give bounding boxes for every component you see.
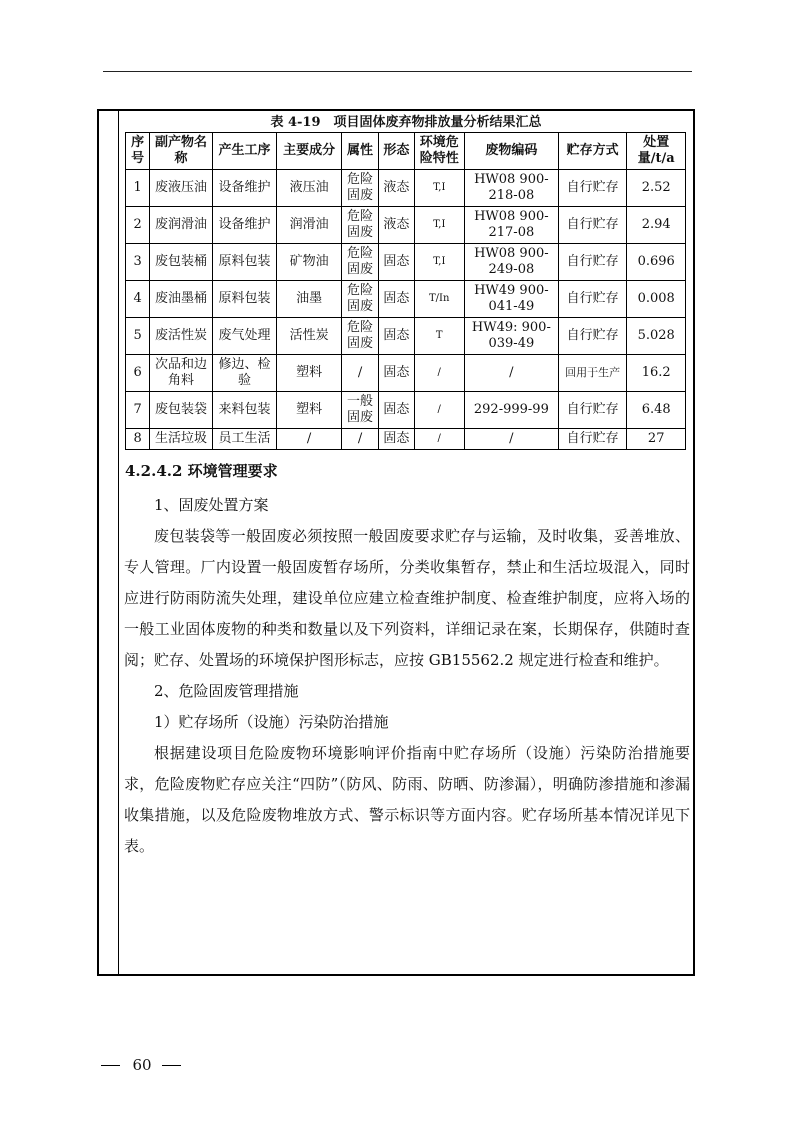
table-title: 表 4-19 项目固体废弃物排放量分析结果汇总: [270, 115, 542, 130]
cell-name: 生活垃圾: [150, 429, 213, 450]
cell-form: 固态: [379, 355, 414, 392]
cell-component: 液压油: [277, 170, 342, 207]
cell-no: 5: [126, 318, 150, 355]
cell-amount: 0.696: [627, 244, 686, 281]
cell-code: /: [464, 355, 558, 392]
cell-hazard: /: [414, 355, 464, 392]
cell-code: HW49 900-041-49: [464, 281, 558, 318]
waste-table: [125, 132, 686, 450]
cell-storage: 自行贮存: [558, 429, 627, 450]
cell-attr: 危险固废: [341, 244, 378, 281]
header-no: 序号: [126, 133, 150, 170]
cell-storage: 回用于生产: [558, 355, 627, 392]
cell-form: 液态: [379, 170, 414, 207]
footer-dash-right: [162, 1065, 181, 1066]
cell-name: 废活性炭: [150, 318, 213, 355]
header-code: 废物编码: [464, 133, 558, 170]
cell-component: 活性炭: [277, 318, 342, 355]
cell-attr: /: [341, 355, 378, 392]
cell-amount: 0.008: [627, 281, 686, 318]
header-rule: [103, 71, 692, 72]
table-row: [126, 170, 686, 207]
cell-storage: 自行贮存: [558, 170, 627, 207]
cell-amount: 6.48: [627, 392, 686, 429]
cell-attr: 危险固废: [341, 281, 378, 318]
cell-form: 液态: [379, 207, 414, 244]
cell-attr: 一般固废: [341, 392, 378, 429]
cell-process: 来料包装: [212, 392, 277, 429]
cell-form: 固态: [379, 429, 414, 450]
header-process: 产生工序: [212, 133, 277, 170]
page-number: 60: [132, 1056, 152, 1074]
cell-amount: 16.2: [627, 355, 686, 392]
cell-no: 4: [126, 281, 150, 318]
cell-name: 废润滑油: [150, 207, 213, 244]
cell-no: 2: [126, 207, 150, 244]
cell-storage: 自行贮存: [558, 318, 627, 355]
subheading-storage-facility: 1）贮存场所（设施）污染防治措施: [154, 713, 389, 731]
cell-name: 废包装袋: [150, 392, 213, 429]
cell-attr: /: [341, 429, 378, 450]
cell-storage: 自行贮存: [558, 244, 627, 281]
cell-form: 固态: [379, 281, 414, 318]
cell-hazard: T,I: [414, 244, 464, 281]
subheading-solid-waste-plan: 1、固废处置方案: [154, 496, 269, 514]
cell-hazard: T: [414, 318, 464, 355]
cell-hazard: T,I: [414, 170, 464, 207]
cell-name: 次品和边角料: [150, 355, 213, 392]
cell-attr: 危险固废: [341, 207, 378, 244]
table-row: [126, 392, 686, 429]
table-row: [126, 207, 686, 244]
cell-component: 润滑油: [277, 207, 342, 244]
cell-name: 废油墨桶: [150, 281, 213, 318]
cell-code: HW08 900-249-08: [464, 244, 558, 281]
cell-process: 废气处理: [212, 318, 277, 355]
cell-component: /: [277, 429, 342, 450]
cell-no: 6: [126, 355, 150, 392]
cell-process: 修边、检验: [212, 355, 277, 392]
cell-name: 废包装桶: [150, 244, 213, 281]
cell-process: 设备维护: [212, 207, 277, 244]
cell-no: 3: [126, 244, 150, 281]
table-row: [126, 281, 686, 318]
cell-storage: 自行贮存: [558, 207, 627, 244]
cell-code: HW08 900-218-08: [464, 170, 558, 207]
cell-form: 固态: [379, 244, 414, 281]
cell-process: 原料包装: [212, 244, 277, 281]
footer-dash-left: [101, 1065, 120, 1066]
cell-form: 固态: [379, 392, 414, 429]
cell-component: 矿物油: [277, 244, 342, 281]
section-title: 4.2.4.2 环境管理要求: [125, 462, 278, 480]
subheading-hazardous-waste: 2、危险固废管理措施: [154, 682, 299, 700]
cell-attr: 危险固废: [341, 170, 378, 207]
header-name: 副产物名称: [150, 133, 213, 170]
cell-component: 油墨: [277, 281, 342, 318]
frame-left-column-line: [118, 109, 119, 976]
cell-amount: 27: [627, 429, 686, 450]
cell-process: 原料包装: [212, 281, 277, 318]
cell-code: /: [464, 429, 558, 450]
cell-storage: 自行贮存: [558, 281, 627, 318]
cell-no: 8: [126, 429, 150, 450]
cell-amount: 2.94: [627, 207, 686, 244]
cell-code: 292-999-99: [464, 392, 558, 429]
header-amount: 处置量/t/a: [627, 133, 686, 170]
cell-name: 废液压油: [150, 170, 213, 207]
cell-hazard: /: [414, 429, 464, 450]
header-form: 形态: [379, 133, 414, 170]
cell-process: 员工生活: [212, 429, 277, 450]
cell-hazard: T/In: [414, 281, 464, 318]
header-component: 主要成分: [277, 133, 342, 170]
cell-component: 塑料: [277, 392, 342, 429]
header-hazard: 环境危险特性: [414, 133, 464, 170]
paragraph-storage-requirements: 根据建设项目危险废物环境影响评价指南中贮存场所（设施）污染防治措施要求，危险废物贮存应关注“四防”（防风、防雨、防晒、防渗漏），明确防渗措施和渗漏收集措施，以及危险废物堆放方式、警示标识等方面内容。贮存场所基本情况详见下表。: [124, 744, 690, 855]
cell-hazard: T,I: [414, 207, 464, 244]
table-header-row: [126, 133, 686, 170]
table-row: [126, 244, 686, 281]
header-attr: 属性: [341, 133, 378, 170]
cell-amount: 5.028: [627, 318, 686, 355]
body-text: [124, 490, 690, 862]
cell-component: 塑料: [277, 355, 342, 392]
header-storage: 贮存方式: [558, 133, 627, 170]
table-row: [126, 355, 686, 392]
cell-code: HW08 900-217-08: [464, 207, 558, 244]
cell-storage: 自行贮存: [558, 392, 627, 429]
cell-no: 7: [126, 392, 150, 429]
cell-amount: 2.52: [627, 170, 686, 207]
table-row: [126, 429, 686, 450]
cell-no: 1: [126, 170, 150, 207]
cell-process: 设备维护: [212, 170, 277, 207]
cell-attr: 危险固废: [341, 318, 378, 355]
table-row: [126, 318, 686, 355]
cell-code: HW49: 900-039-49: [464, 318, 558, 355]
paragraph-general-waste: 废包装袋等一般固废必须按照一般固废要求贮存与运输，及时收集，妥善堆放、专人管理。厂内设置一般固废暂存场所，分类收集暂存，禁止和生活垃圾混入，同时应进行防雨防流失处理，建设单位应建立检查维护制度、检查维护制度，应将入场的一般工业固体废物的种类和数量以及下列资料，详细记录在案，长期保存，供随时查阅；贮存、处置场的环境保护图形标志，应按 GB15562.2 规定进行检查和维护。: [124, 527, 690, 669]
cell-form: 固态: [379, 318, 414, 355]
cell-hazard: /: [414, 392, 464, 429]
